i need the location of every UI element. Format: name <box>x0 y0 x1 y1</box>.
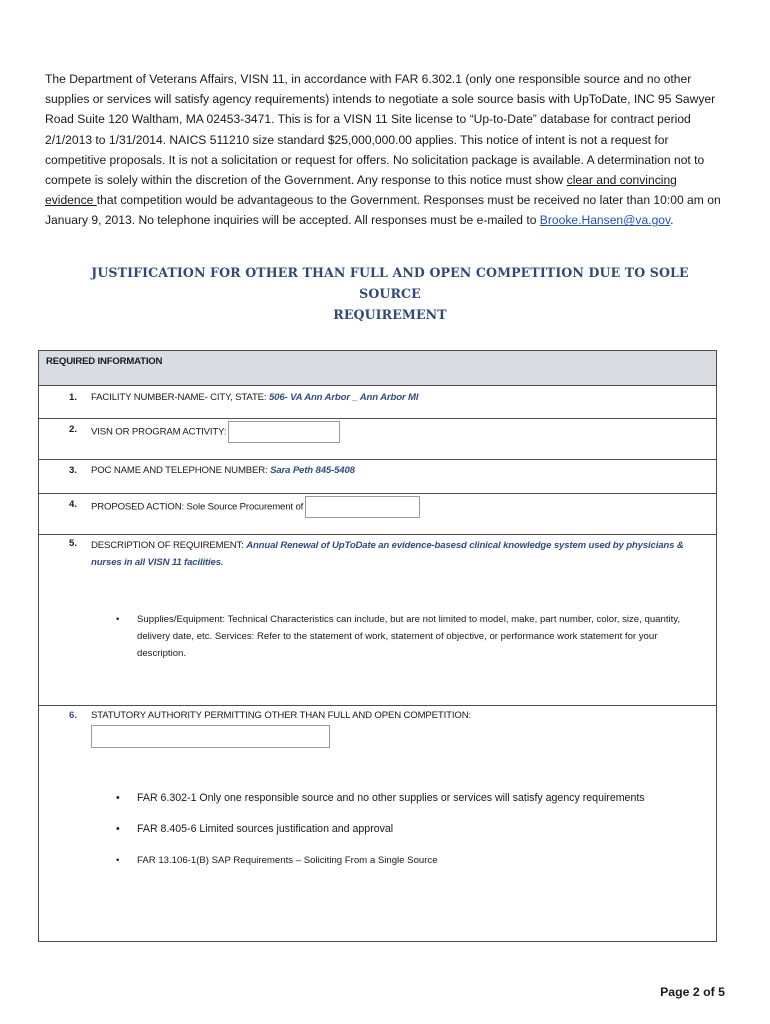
description-label: DESCRIPTION OF REQUIREMENT: <box>91 540 247 551</box>
poc-label: POC NAME AND TELEPHONE NUMBER: <box>91 465 271 476</box>
row-number: 4. <box>68 499 77 510</box>
table-row <box>39 419 716 460</box>
notice-text-continued: that competition would be advantageous to the Government. Responses must be received no later than 10:00 am on January 9, 2013. No telephone inquiries will be accepted. All responses must be e-mailed to <box>45 193 721 228</box>
poc-value: Sara Peth 845-5408 <box>270 465 355 476</box>
heading-line-2: REQUIREMENT <box>333 307 447 322</box>
table-row <box>39 494 716 535</box>
row-label <box>91 538 684 571</box>
required-information-table <box>38 350 717 942</box>
table-header-label: REQUIRED INFORMATION <box>46 356 163 367</box>
table-row <box>39 386 716 419</box>
row-number: 1. <box>68 392 77 403</box>
statutory-authority-label: STATUTORY AUTHORITY PERMITTING OTHER THAN FULL AND OPEN COMPETITION: <box>91 710 471 721</box>
far-6302-item: FAR 6.302-1 Only one responsible source and no other supplies or services will satisfy agency requirements <box>137 792 645 804</box>
email-link[interactable]: Brooke.Hansen@va.gov <box>539 213 671 228</box>
list-item <box>116 852 697 869</box>
list-item <box>116 611 697 662</box>
proposed-action-input[interactable] <box>305 496 420 518</box>
justification-heading <box>60 262 720 325</box>
description-value-line-2: nurses in all VISN 11 facilities. <box>91 556 224 568</box>
table-row <box>39 460 716 494</box>
facility-value: 506- VA Ann Arbor _ Ann Arbor MI <box>268 392 419 403</box>
notice-text: The Department of Veterans Affairs, VISN 11, in accordance with FAR 6.302.1 (only one responsible source and no other supplies or services will satisfy agency requirements) intends to negotiate a sole source basis with UpToDate, INC 95 Sawyer Road Suite 120 Waltham, MA 02453-3471. This is for a VISN 11 Site license to “Up-to-Date” database for contract period 2/1/2013 to 1/31/2014. NAICS 511210 size standard $25,000,000.00 applies. This notice of intent is not a request for competitive proposals. It is not a solicitation or request for offers. No solicitation package is available. A determination not to compete is solely within the discretion of the Government. Any response to this notice must show <box>45 72 716 188</box>
far-13106-item: FAR 13.106-1(B) SAP Requirements – Soliciting From a Single Source <box>137 855 438 866</box>
facility-label: FACILITY NUMBER-NAME- CITY, STATE: <box>91 392 269 403</box>
list-item <box>116 821 697 838</box>
notice-underlined-text: clear and convincing evidence <box>45 173 677 208</box>
heading-line-1: JUSTIFICATION FOR OTHER THAN FULL AND OPEN COMPETITION DUE TO SOLE SOURCE <box>91 265 689 301</box>
statutory-authority-input[interactable] <box>91 725 330 748</box>
description-value-line-1: Annual Renewal of UpToDate an evidence-basesd clinical knowledge system used by physicians & <box>246 540 684 551</box>
bullet-icon: • <box>116 792 120 804</box>
proposed-action-label: PROPOSED ACTION: Sole Source Procurement of <box>91 501 304 513</box>
row-label <box>91 496 420 518</box>
supplies-guidance-text: Supplies/Equipment: Technical Characteristics can include, but are not limited to model, make, part number, color, size, quantity, delivery date, etc. Services: Refer to the statement of work, statement of objective, or performance work statement for your description. <box>137 614 681 659</box>
bullet-icon: • <box>116 823 120 835</box>
row-number: 6. <box>68 710 77 721</box>
notice-end: . <box>670 213 674 228</box>
visn-label: VISN OR PROGRAM ACTIVITY: <box>91 426 227 438</box>
notice-paragraph <box>45 69 725 231</box>
far-8405-item: FAR 8.405-6 Limited sources justification and approval <box>137 823 394 835</box>
bullet-icon: • <box>116 614 120 625</box>
row-number: 5. <box>68 538 77 549</box>
table-header <box>39 351 716 386</box>
row-number: 2. <box>68 424 77 435</box>
table-row <box>39 706 716 943</box>
row-label <box>91 465 355 476</box>
list-item <box>116 790 697 807</box>
table-row <box>39 535 716 706</box>
page-number: Page 2 of 5 <box>660 985 725 999</box>
row-number: 3. <box>68 465 77 476</box>
row-label <box>91 421 340 443</box>
bullet-icon: • <box>116 855 120 866</box>
visn-input[interactable] <box>228 421 340 443</box>
row-label <box>91 392 418 403</box>
